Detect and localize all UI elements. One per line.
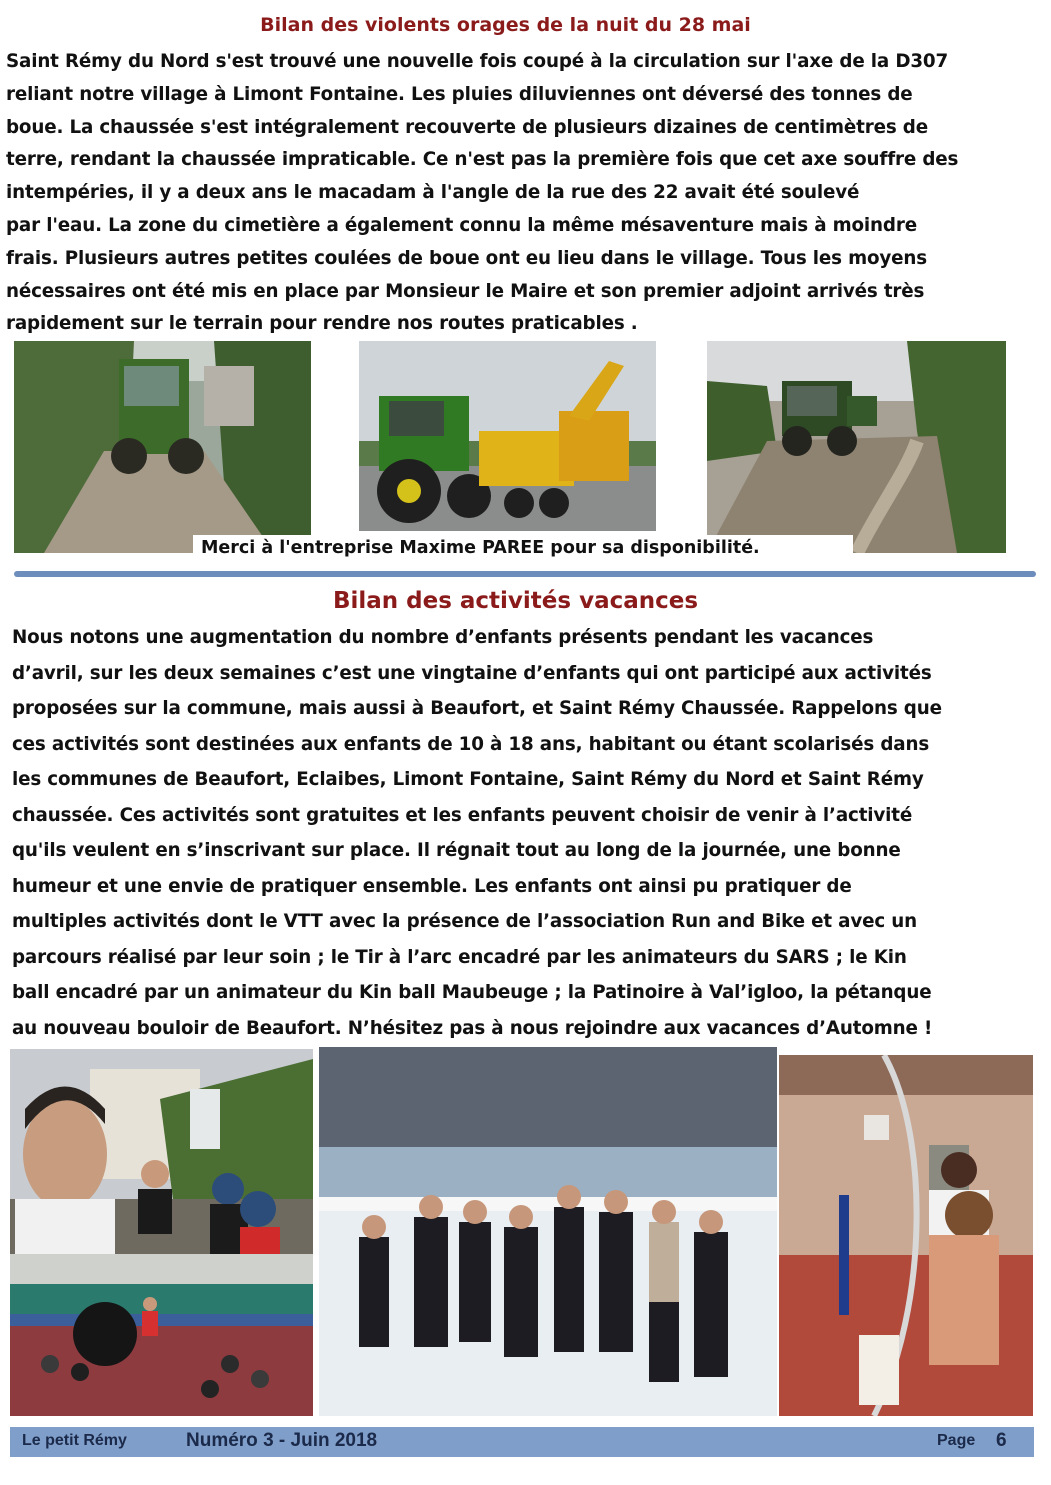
text-line: proposées sur la commune, mais aussi à Beaufort, et Saint Rémy Chaussée. Rappelons que — [12, 698, 942, 719]
page-label: Page — [937, 1432, 976, 1449]
text-line: parcours réalisé par leur soin ; le Tir à l’arc encadré par les animateurs du SARS ; le Kin — [12, 946, 907, 968]
publication-name: Le petit Rémy — [22, 1432, 127, 1449]
text-line: nécessaires ont été mis en place par Monsieur le Maire et son premier adjoint arrivés très — [6, 280, 925, 302]
text-line: d’avril, sur les deux semaines c’est une vingtaine d’enfants qui ont participé aux activités — [12, 662, 932, 684]
text-line: chaussée. Ces activités sont gratuites et les enfants peuvent choisir de venir à l’activité — [12, 804, 913, 826]
photo-caption: Merci à l'entreprise Maxime PAREE pour sa disponibilité. — [193, 535, 853, 561]
text-line: ces activités sont destinées aux enfants de 10 à 18 ans, habitant ou étant scolarisés dans — [12, 733, 930, 755]
photo-vtt-selfie — [10, 1049, 313, 1254]
section-divider — [14, 571, 1036, 577]
text-line: multiples activités dont le VTT avec la présence de l’association Run and Bike et avec un — [12, 911, 917, 932]
text-line: qu'ils veulent en s’inscrivant sur place. Il régnait tout au long de la journée, une bonne — [12, 840, 901, 861]
text-line: ball encadré par un animateur du Kin ball Maubeuge ; la Patinoire à Val’igloo, la pétanque — [12, 982, 932, 1003]
photo-kin-ball-gym — [10, 1254, 313, 1416]
article-body-activities — [12, 620, 1042, 1046]
issue-number: Numéro 3 - Juin 2018 — [186, 1430, 378, 1451]
photo-tractor-excavator — [359, 341, 656, 531]
photo-muddy-road-tractor — [14, 341, 311, 553]
text-line: Saint Rémy du Nord s'est trouvé une nouvelle fois coupé à la circulation sur l'axe de la D307 — [6, 51, 949, 72]
text-line: par l'eau. La zone du cimetière a également connu la même mésaventure mais à moindre — [6, 214, 917, 236]
text-line: reliant notre village à Limont Fontaine. Les pluies diluviennes ont déversé des tonnes de — [6, 83, 913, 105]
text-line: terre, rendant la chaussée impraticable. Ce n'est pas la première fois que cet axe souffre des — [6, 149, 959, 171]
article-body-storms — [6, 46, 1048, 341]
text-line: intempéries, il y a deux ans le macadam à l'angle de la rue des 22 avait été soulevé — [6, 182, 860, 204]
text-line: humeur et une envie de pratiquer ensemble. Les enfants ont ainsi pu pratiquer de — [12, 875, 852, 897]
article-title-activities: Bilan des activités vacances — [332, 588, 699, 614]
text-line: boue. La chaussée s'est intégralement recouverte de plusieurs dizaines de centimètres de — [6, 116, 928, 138]
article-title-storms: Bilan des violents orages de la nuit du 28 mai — [260, 14, 751, 36]
text-line: rapidement sur le terrain pour rendre nos routes praticables . — [6, 313, 638, 335]
text-line: au nouveau bouloir de Beaufort. N’hésitez pas à nous rejoindre aux vacances d’Automne ! — [12, 1017, 933, 1039]
page-footer — [10, 1427, 1034, 1457]
text-line: les communes de Beaufort, Eclaibes, Limont Fontaine, Saint Rémy du Nord et Saint Rémy — [12, 769, 924, 790]
page-number: 6 — [996, 1430, 1007, 1451]
photo-mud-cleanup — [707, 341, 1006, 553]
text-line: frais. Plusieurs autres petites coulées de boue ont eu lieu dans le village. Tous les moyens — [6, 247, 927, 269]
text-line: Nous notons une augmentation du nombre d’enfants présents pendant les vacances — [12, 627, 874, 648]
photo-archery — [779, 1055, 1033, 1416]
photo-ice-rink-group — [319, 1047, 777, 1416]
